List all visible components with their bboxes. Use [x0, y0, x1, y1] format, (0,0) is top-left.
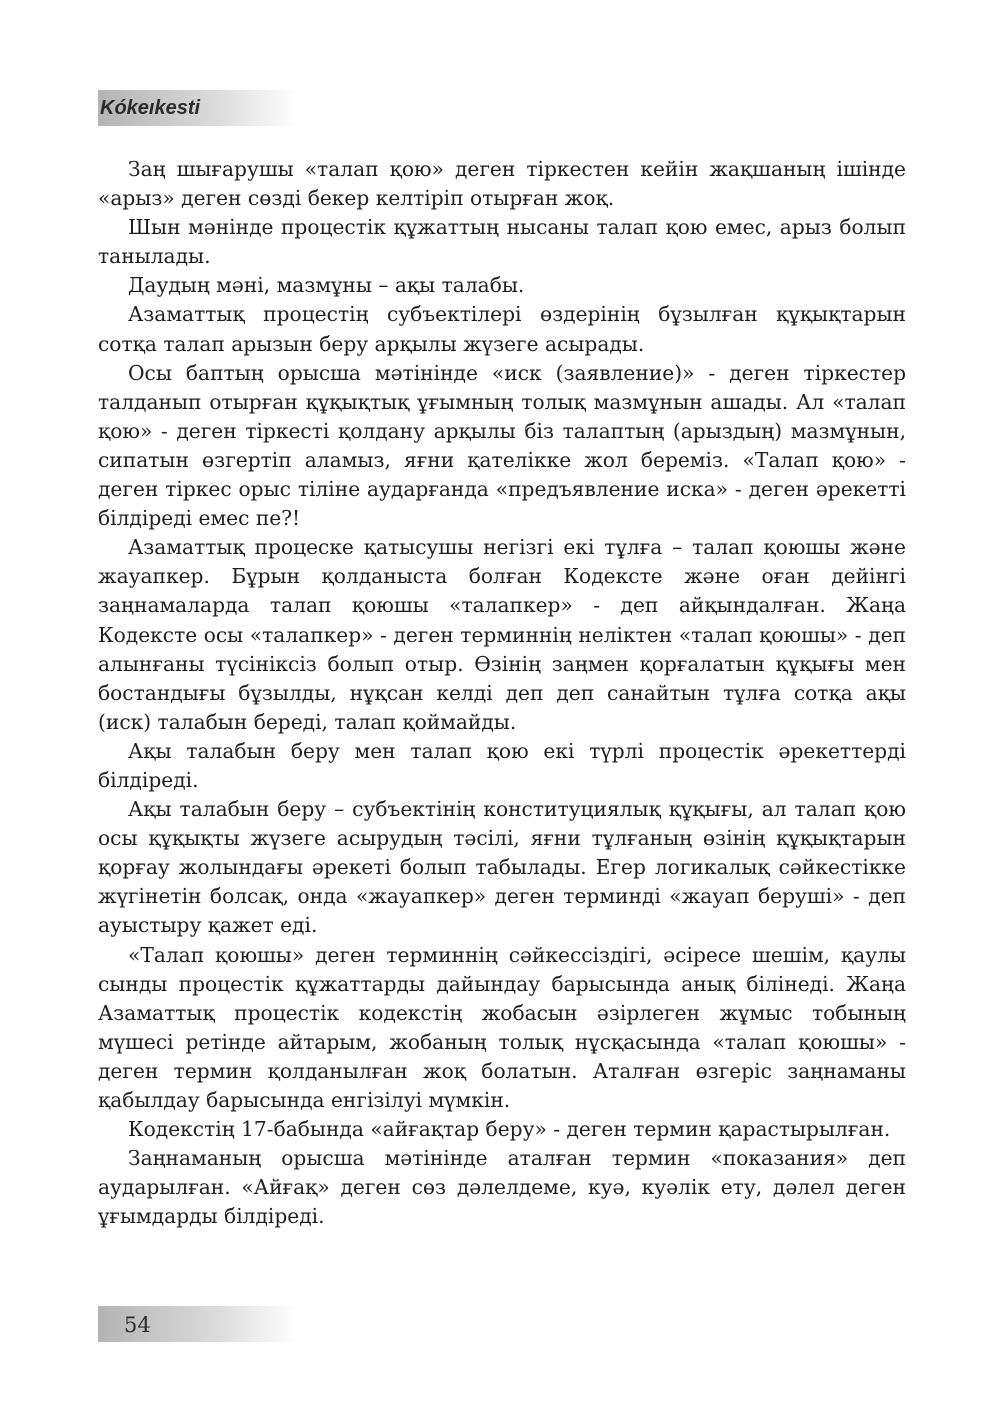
body-paragraph: Заң шығарушы «талап қою» деген тіркестен кейін жақшаның ішінде «арыз» деген сөзді бекер келтіріп отырған жоқ. — [98, 157, 906, 211]
body-paragraph: Осы баптың орысша мәтінінде «иск (заявление)» - деген тіркестер талданып отырған құқықтық ұғымның толық мазмұнын ашады. Ал «талап қою» - деген тіркесті қолдану арқылы біз талаптың (арыздың) мазмұнын, сипатын өзгертіп аламыз, яғни қателікке жол береміз. «Талап қою» - деген тіркес орыс тіліне аударғанда «предъявление иска» - деген әрекетті білдіреді емес пе?! — [98, 360, 906, 531]
running-header-title: Kókeıkesti — [100, 97, 201, 119]
body-paragraph: Ақы талабын беру – субъектінің конституциялық құқығы, ал талап қою осы құқықты жүзеге асырудың тәсілі, яғни тұлғаның өзінің құқықтарын қорғау жолындағы әрекеті болып табылады. Егер логикалық сәйкестікке жүгінетін болсақ, онда «жауапкер» деген терминді «жауап беруші» - деп ауыстыру қажет еді. — [98, 797, 906, 938]
body-paragraph: Шын мәнінде процестік құжаттың нысаны талап қою емес, арыз болып танылады. — [98, 215, 906, 269]
page-body — [98, 155, 906, 1231]
page-number: 54 — [124, 1313, 151, 1337]
body-paragraph: Даудың мәні, мазмұны – ақы талабы. — [128, 273, 525, 298]
body-paragraph: Ақы талабын беру мен талап қою екі түрлі процестік әрекеттерді білдіреді. — [98, 738, 906, 792]
body-paragraph: Заңнаманың орысша мәтінінде аталған термин «показания» деп аударылған. «Айғақ» деген сөз дәлелдеме, куә, куәлік ету, дәлел деген ұғымдарды білдіреді. — [98, 1146, 906, 1229]
body-paragraph: Азаматтық процестің субъектілері өздерінің бұзылған құқықтарын сотқа талап арызын беру арқылы жүзеге асырады. — [98, 302, 906, 356]
body-paragraph: Азаматтық процеске қатысушы негізгі екі тұлға – талап қоюшы және жауапкер. Бұрын қолданыста болған Кодексте және оған дейінгі заңнамаларда талап қоюшы «талапкер» - деп айқындалған. Жаңа Кодексте осы «талапкер» - деген терминнің неліктен «талап қоюшы» - деп алынғаны түсініксіз болып отыр. Өзінің заңмен қорғалатын құқығы мен бостандығы бұзылды, нұқсан келді деп деп санайтын тұлға сотқа ақы (иск) талабын береді, талап қоймайды. — [98, 535, 906, 734]
body-paragraph: «Талап қоюшы» деген терминнің сәйкессіздігі, әсіресе шешім, қаулы сынды процестік құжаттарды дайындау барысында анық білінеді. Жаңа Азаматтық процестік кодекстің жобасын әзірлеген жұмыс тобының мүшесі ретінде айтарым, жобаның толық нұсқасында «талап қоюшы» - деген термин қолданылған жоқ болатын. Аталған өзгеріс заңнаманы қабылдау барысында енгізілуі мүмкін. — [98, 942, 906, 1112]
body-paragraph: Кодекстің 17-бабында «айғақтар беру» - деген термин қарастырылған. — [128, 1117, 891, 1142]
